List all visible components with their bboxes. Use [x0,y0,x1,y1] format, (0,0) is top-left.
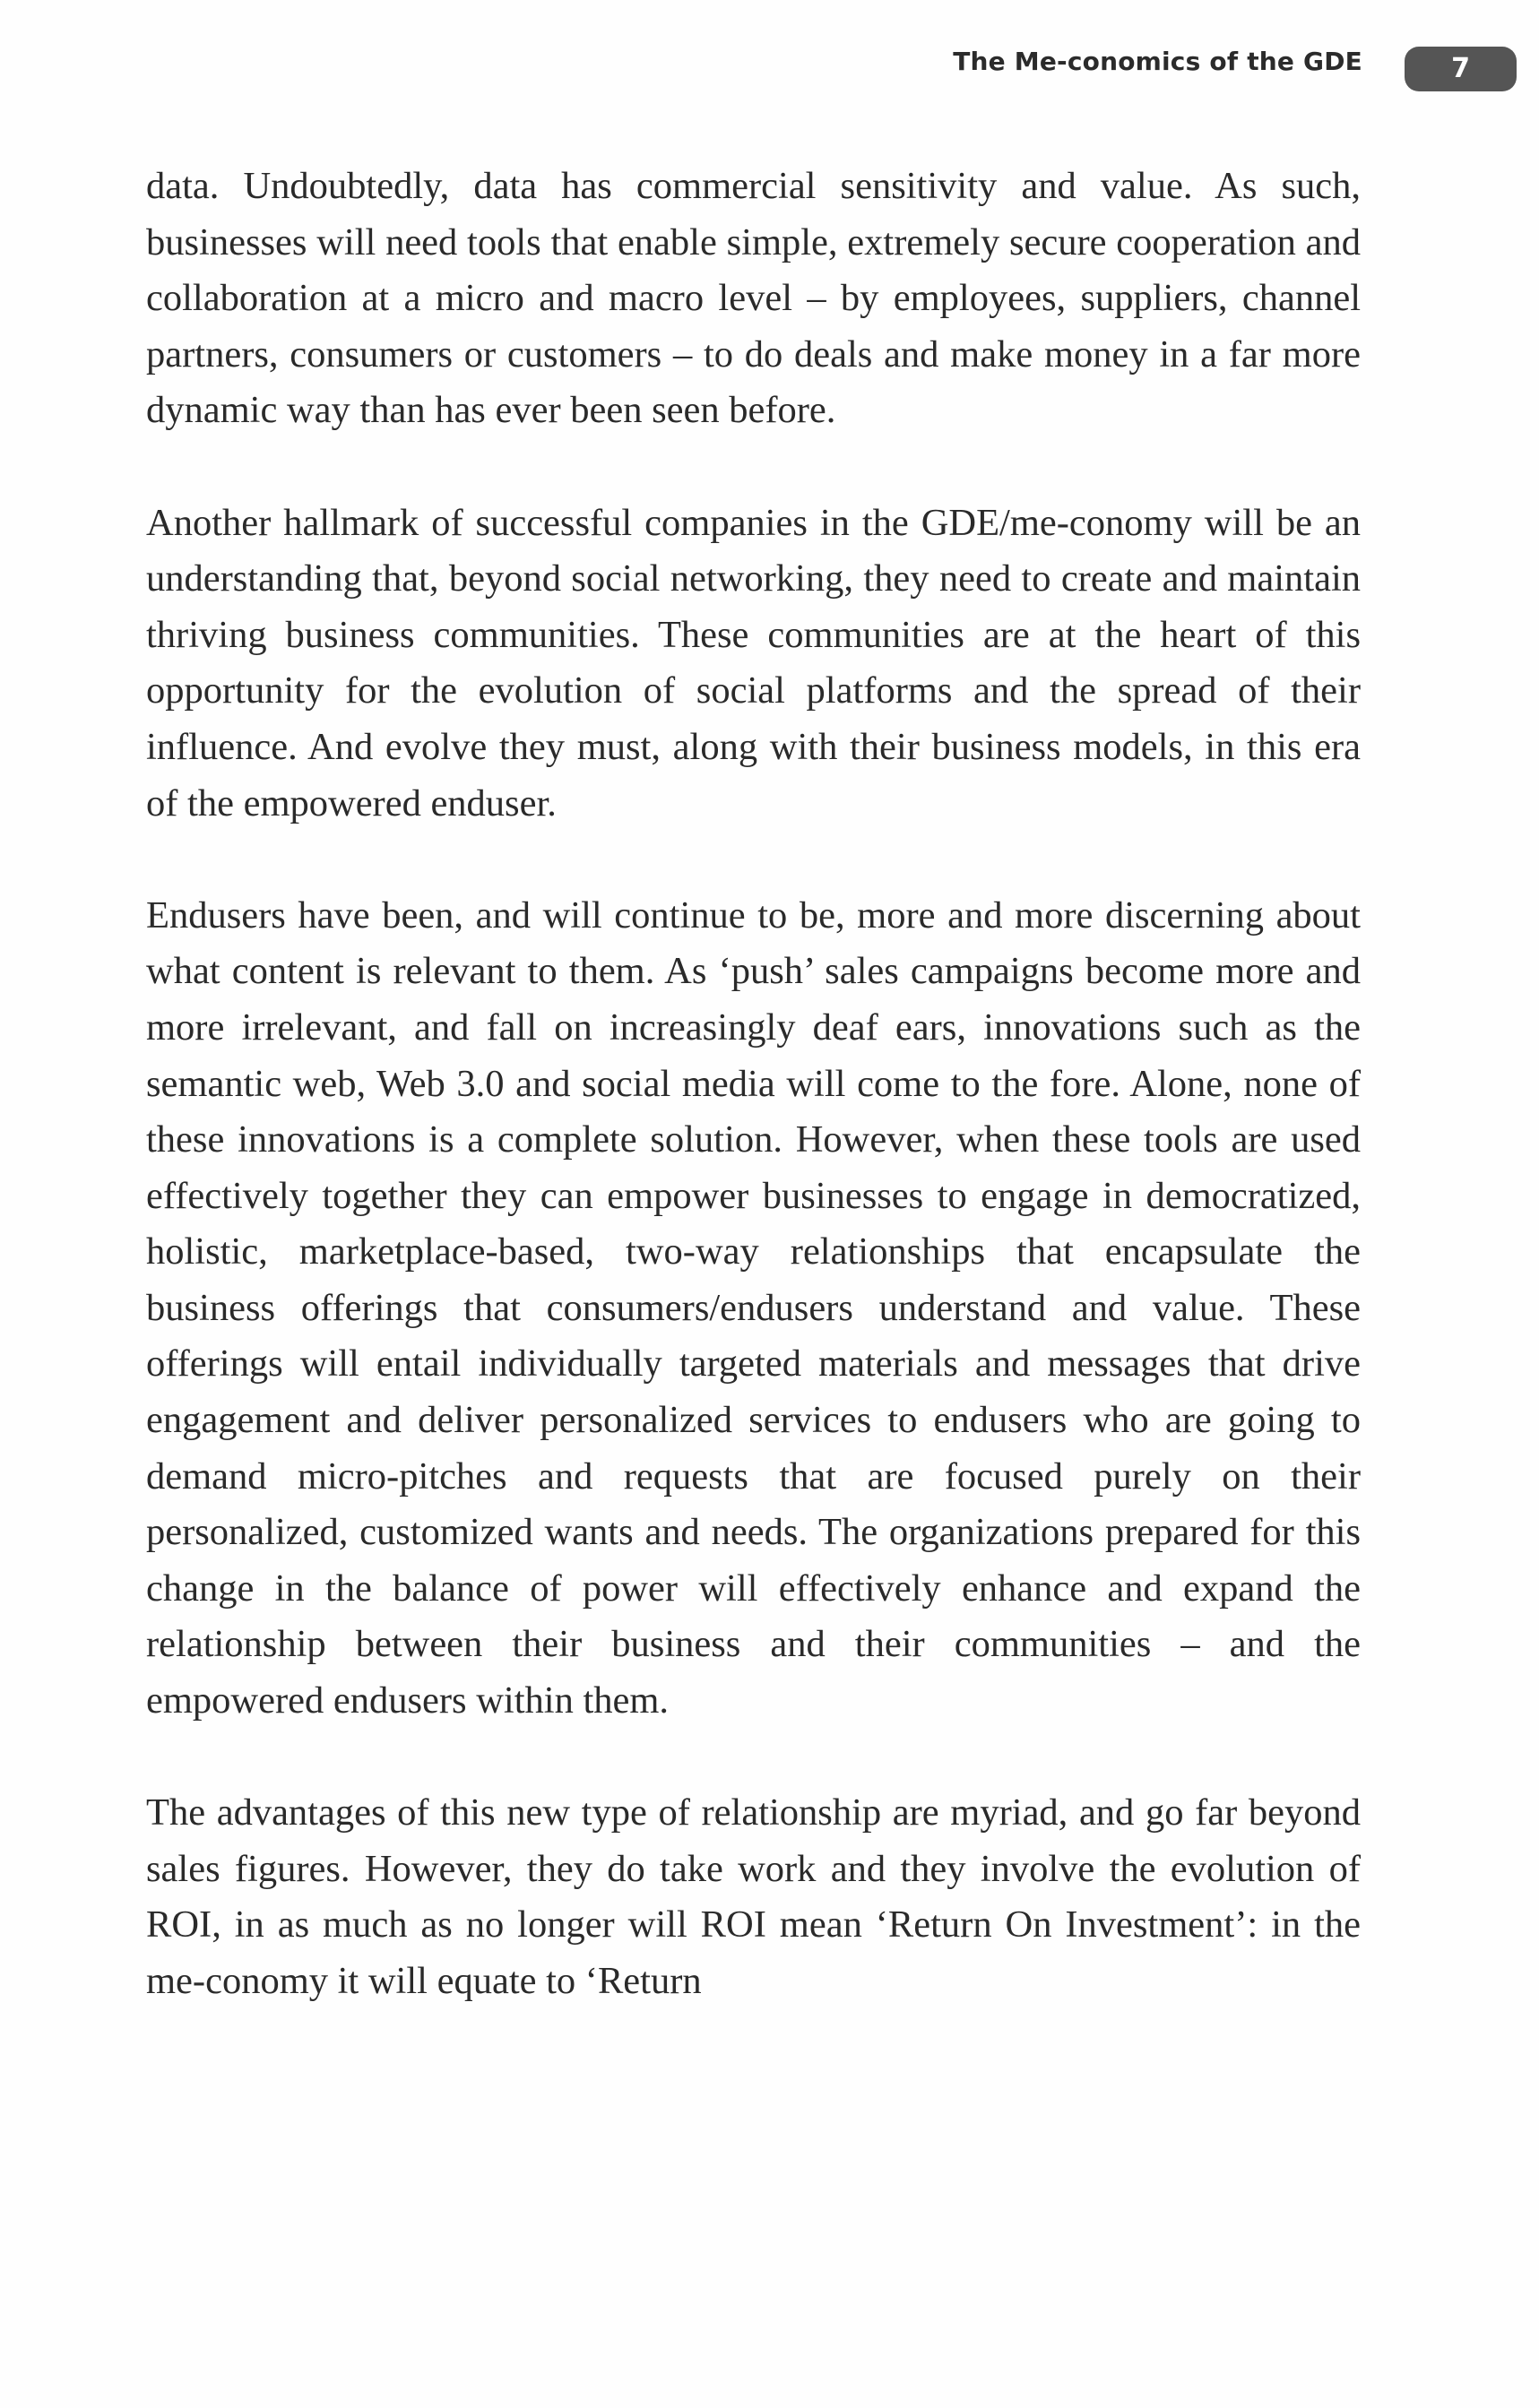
paragraph-2: Another hallmark of successful companies in the GDE/me-conomy will be an understanding that, beyond social networking, they need to create and maintain thriving business communities. These communities are at the heart of this opportunity for the evolution of social platforms and the spread of their influence. And evolve they must, along with their business models, in this era of the empowered enduser. [146,501,1361,824]
body-text [146,159,1361,2066]
paragraph-3: Endusers have been, and will continue to be, more and more discerning about what content is relevant to them. As ‘push’ sales campaigns become more and more irrelevant, and fall on increasingly deaf ears, innovations such as the semantic web, Web 3.0 and social media will come to the fore. Alone, none of these innovations is a complete solution. However, when these tools are used effectively together they can empower businesses to engage in democratized, holistic, marketplace-based, two-way relationships that encapsulate the business offerings that consumers/endusers understand and value. These offerings will entail individually targeted materials and messages that drive engagement and deliver personalized services to endusers who are going to demand micro-pitches and requests that are focused purely on their personalized, customized wants and needs. The organizations prepared for this change in the balance of power will effectively enhance and expand the relationship between their business and their communities – and the empowered endusers within them. [146,893,1361,1722]
paragraph-4: The advantages of this new type of relationship are myriad, and go far beyond sales figures. However, they do take work and they involve the evolution of ROI, in as much as no longer will ROI mean ‘Return On Investment’: in the me-conomy it will equate to ‘Return [146,1791,1361,2002]
running-head-title: The Me-conomics of the GDE [953,47,1362,76]
paragraph-1: data. Undoubtedly, data has commercial sensitivity and value. As such, businesses will need tools that enable simple, extremely secure cooperation and collaboration at a micro and macro level – by employees, suppliers, channel partners, consumers or customers – to do deals and make money in a far more dynamic way than has ever been seen before. [146,165,1361,432]
page-number-badge: 7 [1405,47,1517,91]
